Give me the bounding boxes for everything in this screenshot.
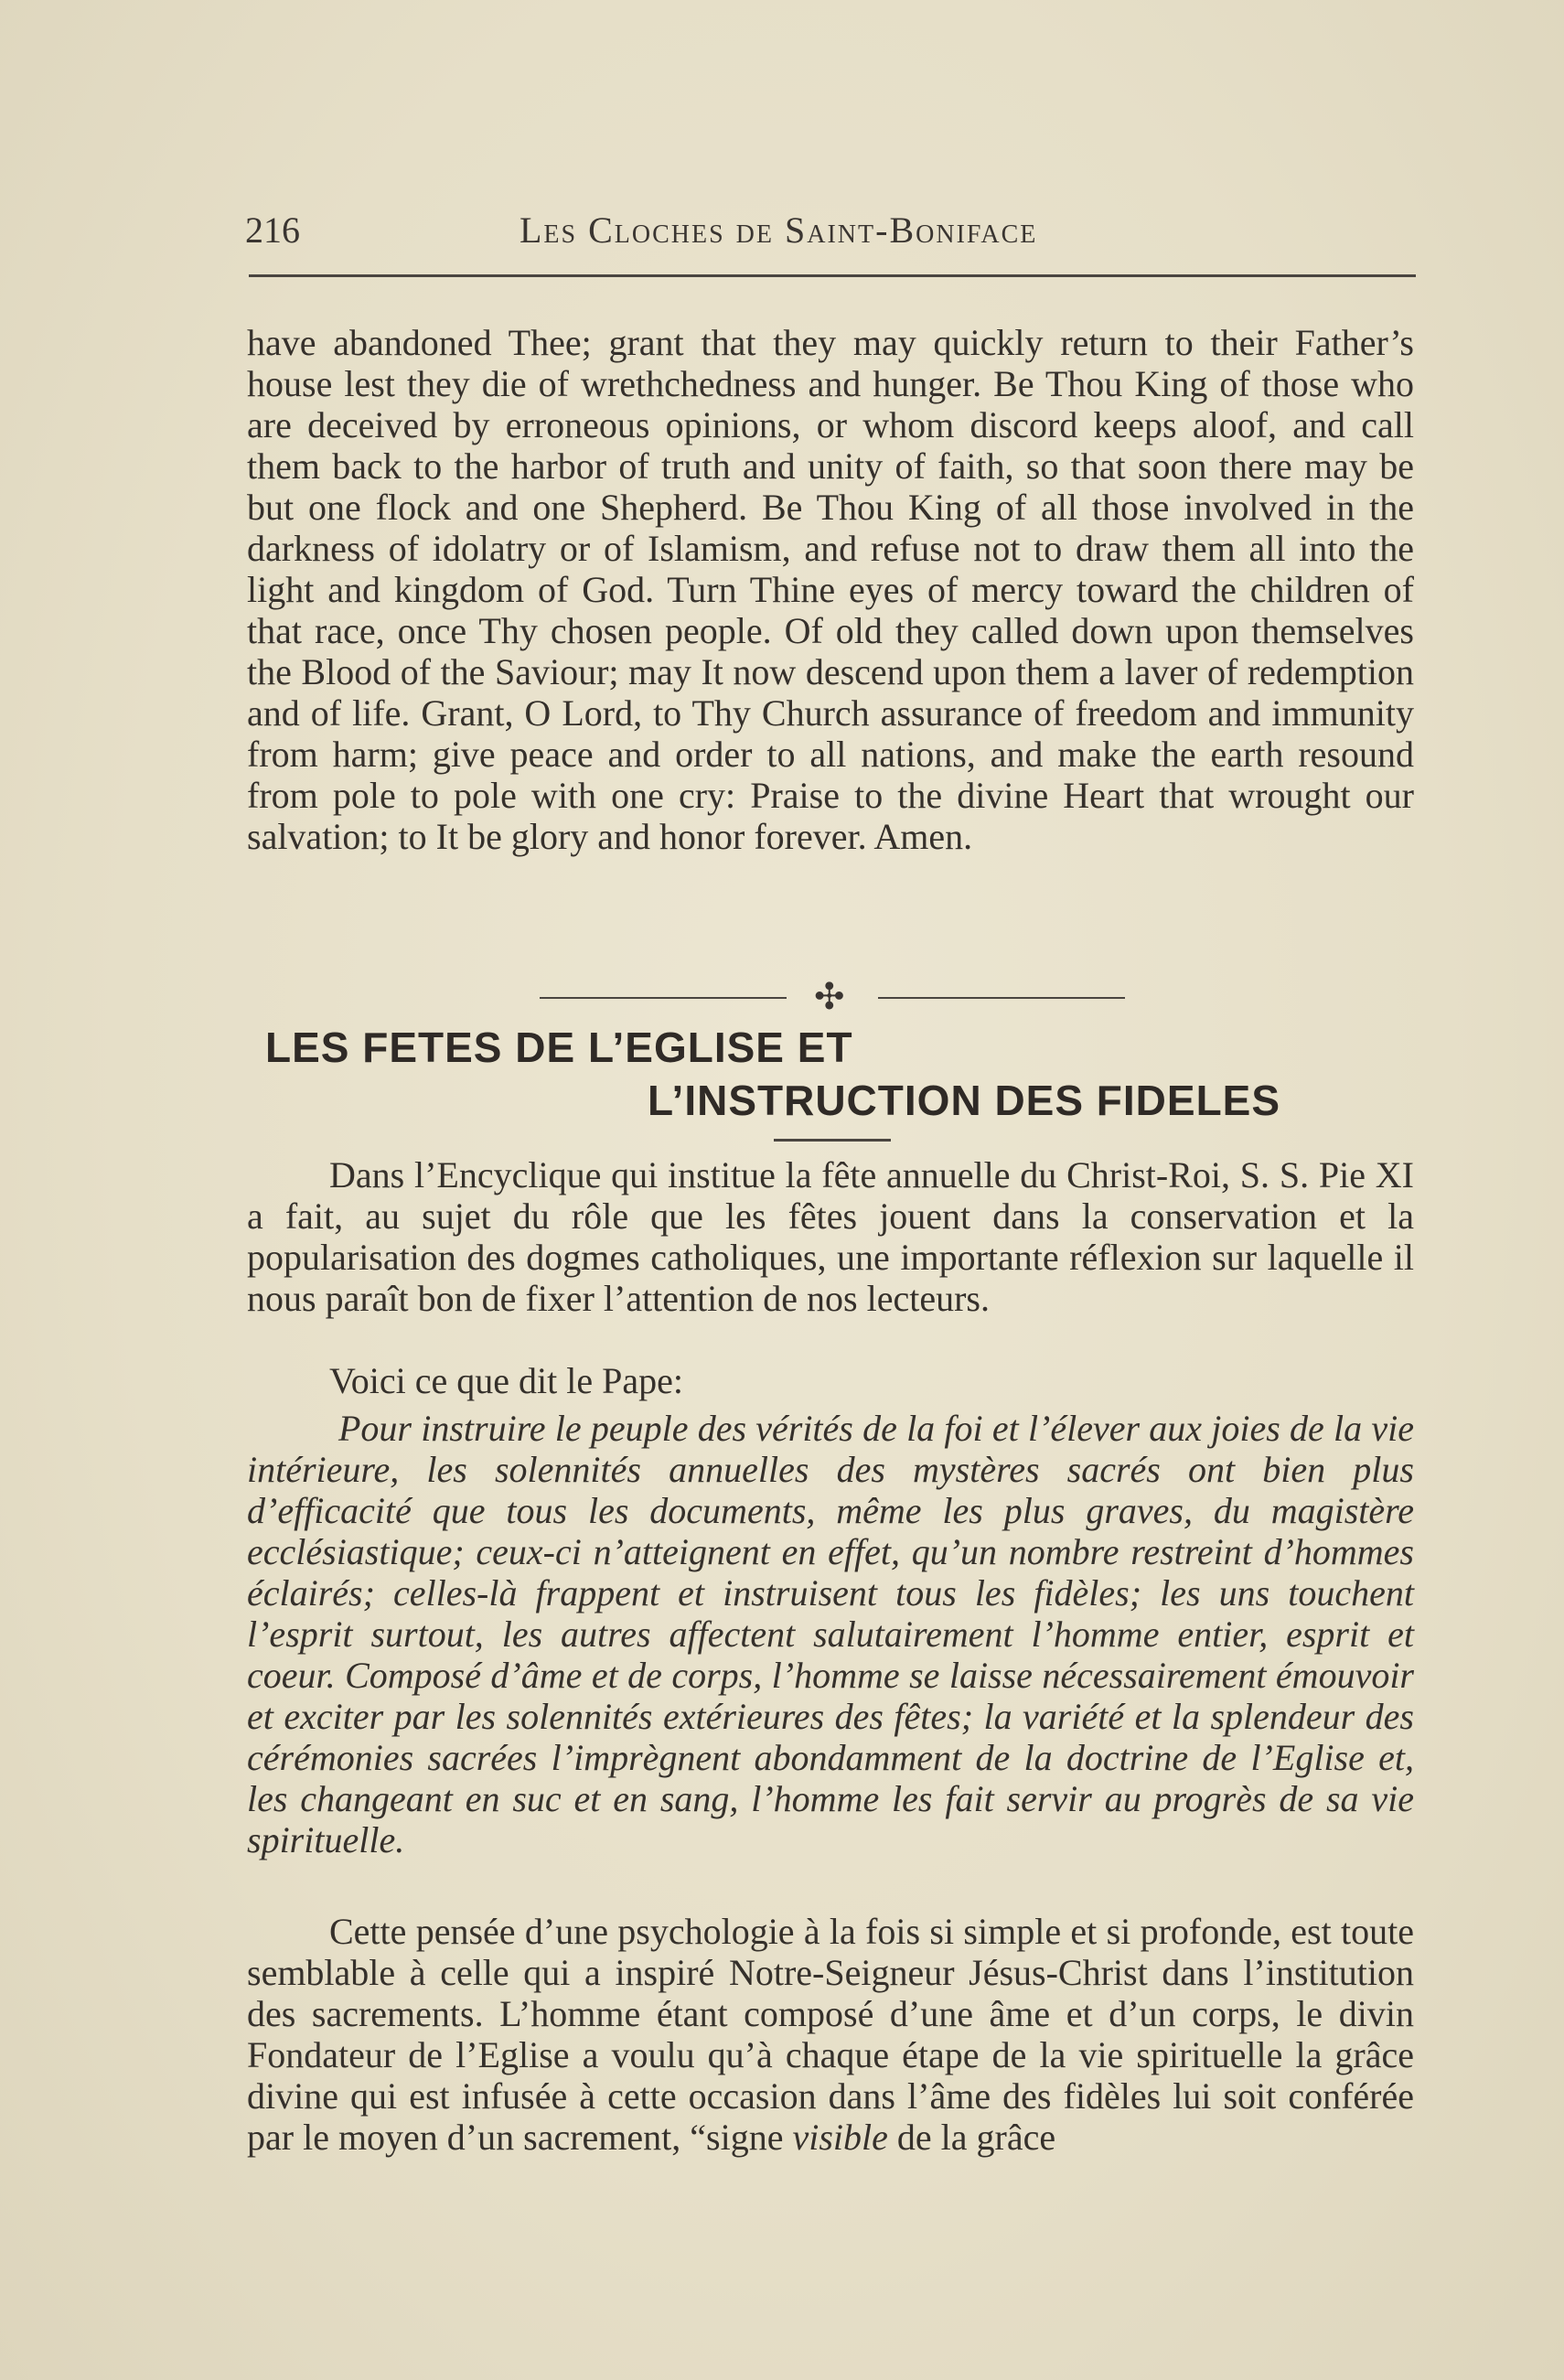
cross-icon: ✣ (814, 976, 845, 1018)
section-ornament (540, 976, 1125, 1018)
article-paragraph-2: Voici ce que dit le Pape: (329, 1360, 683, 1401)
article-paragraph-3 (247, 1911, 1414, 2158)
page-header (245, 209, 1412, 256)
header-rule (249, 274, 1416, 277)
ornament-line-right (878, 997, 1125, 999)
title-rule (774, 1139, 891, 1142)
article-paragraph-1: Dans l’Encyclique qui institue la fête annuelle du Christ-Roi, S. S. Pie XI a fait, au sujet du rôle que les fêtes jouent dans la conservation et la popularisation des dogmes catholiques, une importante réflexion sur laquelle il nous paraît bon de fixer l’attention de nos lecteurs. (247, 1154, 1414, 1319)
ornament-line-left (540, 997, 787, 999)
running-title: Les Cloches de Saint-Boniface (520, 209, 1038, 251)
paragraph-3-emphasis: visible (792, 2117, 888, 2158)
article-title-line1: LES FETES DE L’EGLISE ET (265, 1024, 853, 1071)
page-number: 216 (245, 209, 300, 251)
paragraph-3-start: Cette pensée d’une psychologie à la fois si simple et si profonde, est toute semblable à celle qui a inspiré Notre-Seigneur Jésus-Christ dans l’institution des sacrements. L’homme étant composé d’une âme et d’un corps, le divin Fondateur de l’Eglise a voulu qu’à chaque étape de la vie spirituelle la grâce divine qui est infusée à cette occasion dans l’âme des fidèles lui soit conférée par le moyen d’un sacrement, “signe (247, 1911, 1414, 2158)
paragraph-3-end: de la grâce (887, 2117, 1056, 2158)
prayer-paragraph: have abandoned Thee; grant that they may quickly return to their Father’s house lest they die of wrethchedness and hunger. Be Thou King of those who are deceived by erroneous opinions, or whom discord keeps aloof, and call them back to the harbor of truth and unity of faith, so that soon there may be but one flock and one Shepherd. Be Thou King of all those involved in the darkness of idolatry or of Islamism, and refuse not to draw them all into the light and kingdom of God. Turn Thine eyes of mercy toward the children of that race, once Thy chosen people. Of old they called down upon themselves the Blood of the Saviour; may It now descend upon them a laver of redemption and of life. Grant, O Lord, to Thy Church assurance of freedom and immunity from harm; give peace and order to all nations, and make the earth resound from pole to pole with one cry: Praise to the divine Heart that wrought our salvation; to It be glory and honor forever. Amen. (247, 322, 1414, 857)
article-title-line2: L’INSTRUCTION DES FIDELES (648, 1077, 1281, 1124)
papal-quote: Pour instruire le peuple des vérités de la foi et l’élever aux joies de la vie intérieure, les solennités annuelles des mystères sacrés ont bien plus d’efficacité que tous les documents, même les plus graves, du magistère ecclésiastique; ceux-ci n’atteignent en effet, qu’un nombre restreint d’hommes éclairés; celles-là frappent et instruisent tous les fidèles; les uns touchent l’esprit surtout, les autres affectent salutairement l’homme entier, esprit et coeur. Composé d’âme et de corps, l’homme se laisse nécessairement émouvoir et exciter par les solennités extérieures des fêtes; la variété et la splendeur des cérémonies sacrées l’imprègnent abondamment de la doctrine de l’Eglise et, les changeant en suc et en sang, l’homme les fait servir au progrès de sa vie spirituelle. (247, 1408, 1414, 1860)
